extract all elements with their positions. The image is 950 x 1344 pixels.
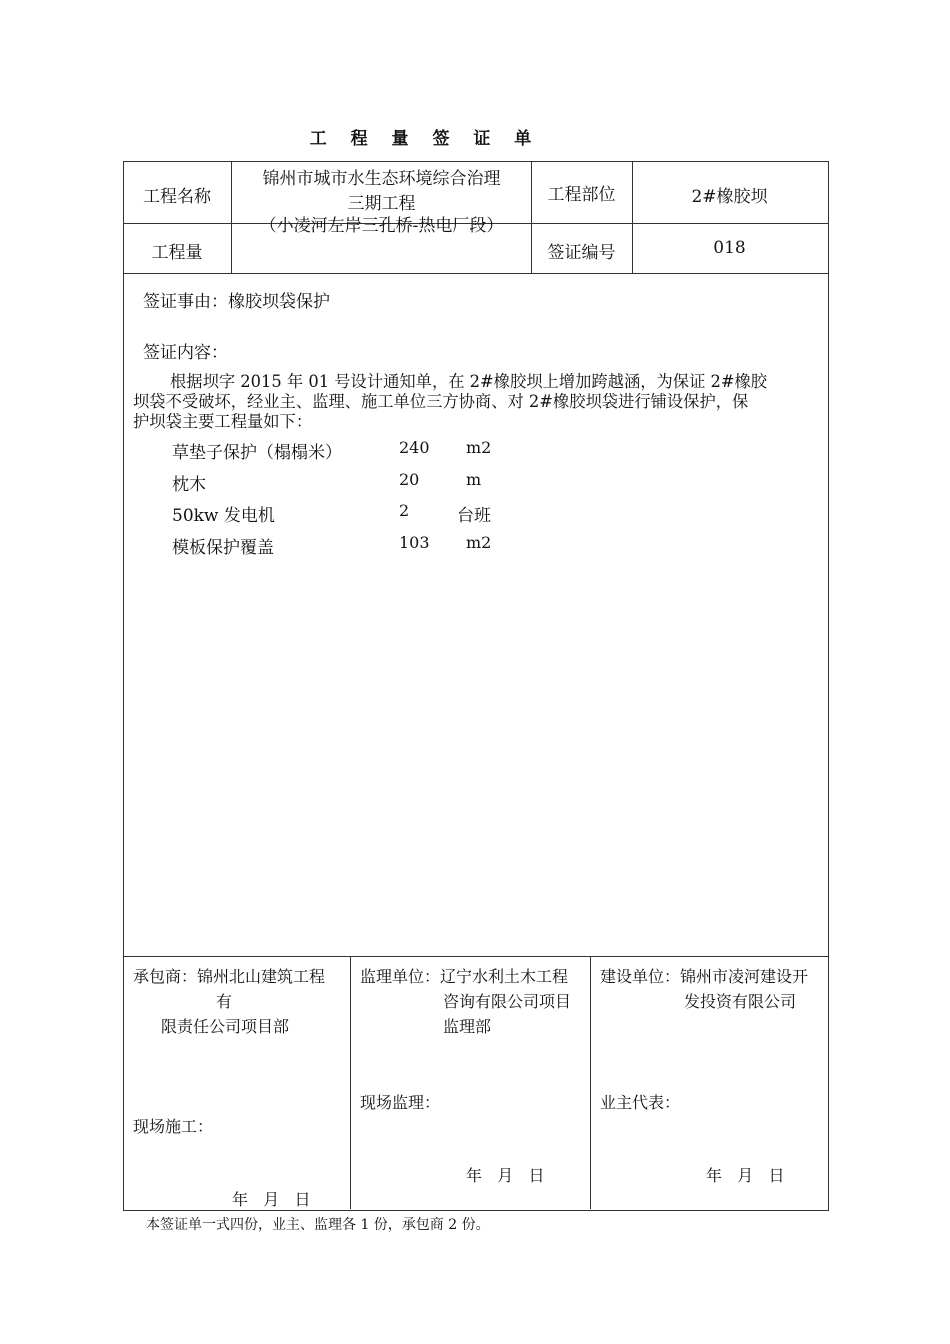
document-title: 工 程 量 签 证 单 bbox=[309, 129, 541, 149]
item-qty: 20 bbox=[399, 470, 420, 489]
column-divider bbox=[350, 956, 351, 1209]
item-unit: m bbox=[466, 470, 482, 489]
item-name: 50kw 发电机 bbox=[172, 506, 275, 526]
contractor-line: 限责任公司项目部 bbox=[161, 1017, 290, 1036]
signoff-number-label: 签证编号 bbox=[547, 243, 616, 263]
signoff-reason: 签证事由：橡胶坝袋保护 bbox=[143, 292, 330, 312]
supervisor-line: 监理单位：辽宁水利土木工程 bbox=[360, 967, 569, 986]
project-location-value: 2#橡胶坝 bbox=[691, 187, 768, 207]
content-paragraph-line: 坝袋不受破坏，经业主、监理、施工单位三方协商、对 2#橡胶坝袋进行铺设保护，保 bbox=[133, 392, 749, 411]
row-divider bbox=[123, 273, 828, 274]
supervisor-date: 年 月 日 bbox=[466, 1166, 545, 1185]
content-paragraph-line: 根据坝字 2015 年 01 号设计通知单，在 2#橡胶坝上增加跨越涵，为保证 2#橡胶 bbox=[170, 372, 768, 391]
content-paragraph-line: 护坝袋主要工程量如下： bbox=[133, 412, 313, 431]
signoff-number-value: 018 bbox=[713, 238, 746, 258]
item-qty: 240 bbox=[399, 438, 430, 457]
supervisor-line: 监理部 bbox=[443, 1017, 492, 1036]
item-qty: 103 bbox=[399, 533, 430, 552]
owner-line: 发投资有限公司 bbox=[684, 992, 797, 1011]
supervisor-site-rep-label: 现场监理： bbox=[360, 1093, 441, 1112]
contractor-site-rep-label: 现场施工： bbox=[133, 1117, 214, 1136]
contractor-line: 有 bbox=[216, 992, 233, 1011]
signoff-form-table bbox=[123, 161, 829, 1211]
item-unit: m2 bbox=[466, 438, 492, 457]
owner-date: 年 月 日 bbox=[706, 1166, 785, 1185]
item-name: 草垫子保护（榻榻米） bbox=[172, 443, 342, 463]
signoff-content-label: 签证内容： bbox=[143, 343, 228, 363]
item-unit: m2 bbox=[466, 533, 492, 552]
owner-line: 建设单位：锦州市凌河建设开 bbox=[600, 967, 809, 986]
project-name-cell bbox=[232, 162, 531, 236]
contractor-line: 承包商：锦州北山建筑工程 bbox=[133, 967, 326, 986]
quantity-label: 工程量 bbox=[151, 243, 203, 263]
project-name-label: 工程名称 bbox=[143, 187, 211, 207]
row-divider bbox=[123, 956, 828, 957]
contractor-date: 年 月 日 bbox=[232, 1190, 311, 1209]
column-divider bbox=[590, 956, 591, 1209]
item-name: 模板保护覆盖 bbox=[172, 538, 274, 558]
item-name: 枕木 bbox=[172, 475, 206, 495]
project-name-line: 锦州市城市水生态环境综合治理 bbox=[262, 169, 501, 189]
owner-rep-label: 业主代表： bbox=[600, 1093, 681, 1112]
item-qty: 2 bbox=[399, 501, 410, 520]
project-name-line: 三期工程 bbox=[347, 194, 416, 214]
project-name-line: （小凌河左岸三孔桥-热电厂段） bbox=[259, 216, 504, 236]
supervisor-line: 咨询有限公司项目 bbox=[443, 992, 572, 1011]
project-location-label: 工程部位 bbox=[547, 185, 616, 205]
item-unit: 台班 bbox=[457, 506, 491, 526]
footnote: 本签证单一式四份，业主、监理各 1 份，承包商 2 份。 bbox=[146, 1217, 490, 1233]
